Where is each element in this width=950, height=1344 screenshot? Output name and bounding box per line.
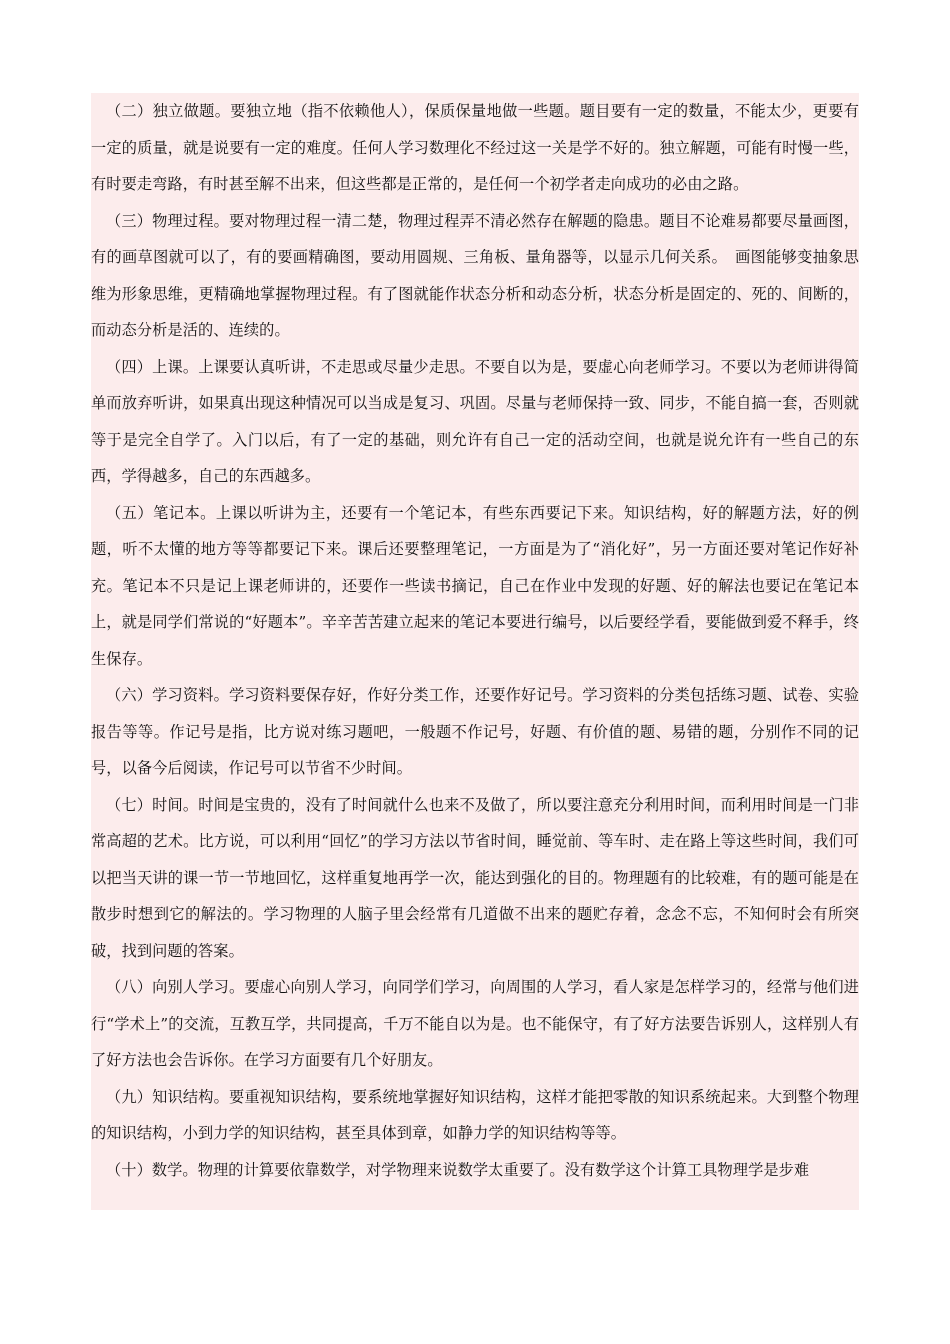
paragraph-physical-process: （三）物理过程。要对物理过程一清二楚，物理过程弄不清必然存在解题的隐患。题目不论难易都要尽量画图，有的画草图就可以了，有的要画精确图，要动用圆规、三角板、量角器等，以显示几何关系。 画图能够变抽象思维为形象思维，更精确地掌握物理过程。有了图就能作状态分析和动态分析，状态分析是固定的、死的、间断的，而动态分析是活的、连续的。	[91, 211, 859, 339]
paragraph-time: （七）时间。时间是宝贵的，没有了时间就什么也来不及做了，所以要注意充分利用时间，而利用时间是一门非常高超的艺术。比方说，可以利用“回忆”的学习方法以节省时间，睡觉前、等车时、走在路上等这些时间，我们可以把当天讲的课一节一节地回忆，这样重复地再学一次，能达到强化的目的。物理题有的比较难，有的题可能是在散步时想到它的解法的。学习物理的人脑子里会经常有几道做不出来的题贮存着，念念不忘，不知何时会有所突破，找到问题的答案。	[91, 795, 859, 960]
document-body	[91, 93, 859, 1210]
paragraph-knowledge-structure: （九）知识结构。要重视知识结构，要系统地掌握好知识结构，这样才能把零散的知识系统起来。大到整个物理的知识结构，小到力学的知识结构，甚至具体到章，如静力学的知识结构等等。	[91, 1087, 859, 1142]
paragraph-mathematics: （十）数学。物理的计算要依靠数学，对学物理来说数学太重要了。没有数学这个计算工具物理学是步难	[106, 1160, 810, 1179]
paragraph-attending-class: （四）上课。上课要认真听讲，不走思或尽量少走思。不要自以为是，要虚心向老师学习。不要以为老师讲得简单而放弃听讲，如果真出现这种情况可以当成是复习、巩固。尽量与老师保持一致、同步，不能自搞一套，否则就等于是完全自学了。入门以后，有了一定的基础，则允许有自己一定的活动空间，也就是说允许有一些自己的东西，学得越多，自己的东西越多。	[91, 357, 859, 485]
paragraph-notebook: （五）笔记本。上课以听讲为主，还要有一个笔记本，有些东西要记下来。知识结构，好的解题方法，好的例题，听不太懂的地方等等都要记下来。课后还要整理笔记，一方面是为了“消化好”，另一方面还要对笔记作好补充。笔记本不只是记上课老师讲的，还要作一些读书摘记，自己在作业中发现的好题、好的解法也要记在笔记本上，就是同学们常说的“好题本”。辛辛苦苦建立起来的笔记本要进行编号，以后要经学看，要能做到爱不释手，终生保存。	[91, 503, 859, 668]
paragraph-study-materials: （六）学习资料。学习资料要保存好，作好分类工作，还要作好记号。学习资料的分类包括练习题、试卷、实验报告等等。作记号是指，比方说对练习题吧，一般题不作记号，好题、有价值的题、易错的题，分别作不同的记号，以备今后阅读，作记号可以节省不少时间。	[91, 686, 859, 777]
paragraph-independent-practice: （二）独立做题。要独立地（指不依赖他人），保质保量地做一些题。题目要有一定的数量，不能太少，更要有一定的质量，就是说要有一定的难度。任何人学习数理化不经过这一关是学不好的。独立解题，可能有时慢一些，有时要走弯路，有时甚至解不出来，但这些都是正常的，是任何一个初学者走向成功的必由之路。	[91, 102, 859, 193]
paragraph-learn-from-others: （八）向别人学习。要虚心向别人学习，向同学们学习，向周围的人学习，看人家是怎样学习的，经常与他们进行“学术上”的交流，互教互学，共同提高，千万不能自以为是。也不能保守，有了好方法要告诉别人，这样别人有了好方法也会告诉你。在学习方面要有几个好朋友。	[91, 978, 859, 1069]
